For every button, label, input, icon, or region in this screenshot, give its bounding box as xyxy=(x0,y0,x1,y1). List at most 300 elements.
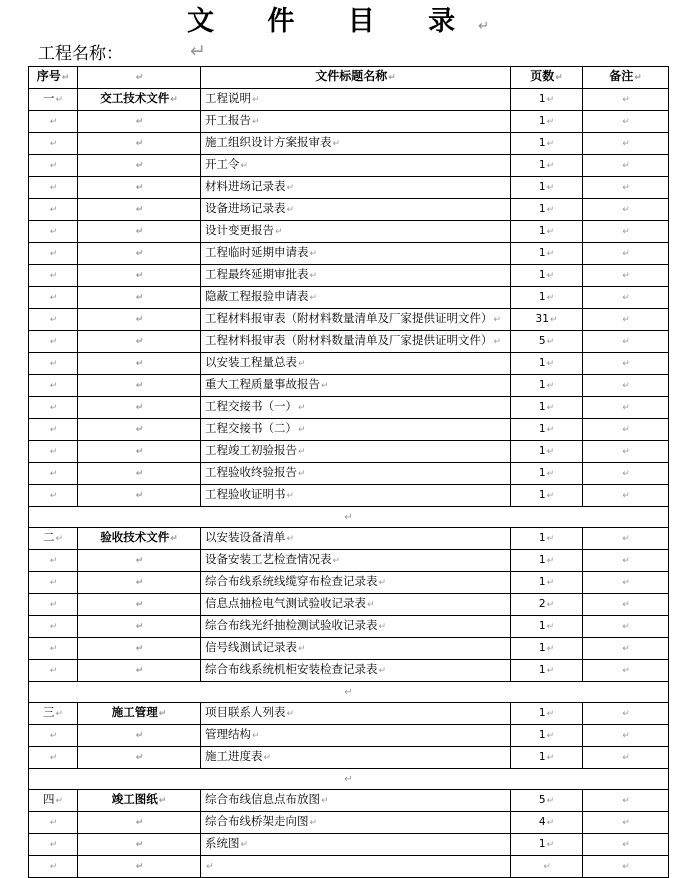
paragraph-mark-icon: ↵ xyxy=(240,161,249,171)
row-page-count xyxy=(511,485,583,507)
paragraph-mark-icon: ↵ xyxy=(135,271,144,281)
row-note xyxy=(583,660,669,682)
paragraph-mark-icon: ↵ xyxy=(546,292,555,303)
row-category xyxy=(78,287,201,309)
row-note xyxy=(583,133,669,155)
paragraph-mark-icon: ↵ xyxy=(135,315,144,325)
paragraph-mark-icon: ↵ xyxy=(332,139,341,149)
paragraph-mark-icon: ↵ xyxy=(378,578,387,588)
table-spacer-row xyxy=(29,507,669,528)
row-file-title xyxy=(201,397,511,419)
paragraph-mark-icon: ↵ xyxy=(622,753,630,763)
row-number xyxy=(29,265,78,287)
row-page-count-text: 1 xyxy=(538,136,546,149)
paragraph-mark-icon: ↵ xyxy=(252,95,260,105)
row-file-title xyxy=(201,133,511,155)
paragraph-mark-icon: ↵ xyxy=(286,491,295,501)
row-file-title xyxy=(201,155,511,177)
row-file-title xyxy=(201,572,511,594)
paragraph-mark-icon: ↵ xyxy=(622,600,630,610)
table-row xyxy=(29,747,669,769)
row-category xyxy=(78,441,201,463)
row-note xyxy=(583,747,669,769)
row-number-text: 一 xyxy=(42,91,55,105)
row-page-count xyxy=(511,419,583,441)
row-number xyxy=(29,703,78,725)
row-file-title xyxy=(201,375,511,397)
paragraph-mark-icon: ↵ xyxy=(49,161,58,171)
row-number xyxy=(29,463,78,485)
row-category xyxy=(78,725,201,747)
row-file-title-text: 综合布线系统线缆穿布检查记录表 xyxy=(205,574,378,588)
paragraph-mark-icon: ↵ xyxy=(135,403,144,413)
row-note xyxy=(583,243,669,265)
row-note xyxy=(583,265,669,287)
paragraph-mark-icon: ↵ xyxy=(546,446,555,457)
row-category xyxy=(78,856,201,878)
row-page-count xyxy=(511,856,583,878)
paragraph-mark-icon: ↵ xyxy=(478,19,490,34)
row-page-count-text: 1 xyxy=(538,268,546,281)
table-row xyxy=(29,287,669,309)
paragraph-mark-icon: ↵ xyxy=(622,425,630,435)
row-file-title-text: 系统图 xyxy=(205,836,240,850)
row-page-count-text: 1 xyxy=(538,400,546,413)
row-note xyxy=(583,111,669,133)
paragraph-mark-icon: ↵ xyxy=(622,644,630,654)
row-file-title xyxy=(201,660,511,682)
row-file-title-text: 工程验收证明书 xyxy=(205,487,286,501)
paragraph-mark-icon: ↵ xyxy=(135,381,144,391)
paragraph-mark-icon: ↵ xyxy=(135,840,144,850)
table-row xyxy=(29,243,669,265)
row-file-title-text: 工程交接书（一） xyxy=(205,399,297,413)
paragraph-mark-icon: ↵ xyxy=(49,556,58,566)
header-no: 序号↵ xyxy=(29,67,78,89)
row-file-title xyxy=(201,790,511,812)
row-category xyxy=(78,747,201,769)
paragraph-mark-icon: ↵ xyxy=(298,447,306,457)
row-page-count-text: 1 xyxy=(538,114,546,127)
row-page-count xyxy=(511,353,583,375)
paragraph-mark-icon: ↵ xyxy=(622,796,630,806)
page-title xyxy=(0,4,676,45)
table-row xyxy=(29,485,669,507)
table-row xyxy=(29,572,669,594)
row-number xyxy=(29,111,78,133)
paragraph-mark-icon: ↵ xyxy=(49,666,58,676)
row-file-title-text: 综合布线桥架走向图 xyxy=(205,814,309,828)
row-file-title xyxy=(201,616,511,638)
row-page-count xyxy=(511,133,583,155)
file-index-table xyxy=(28,66,669,878)
paragraph-mark-icon: ↵ xyxy=(135,622,144,632)
row-note xyxy=(583,331,669,353)
row-number xyxy=(29,856,78,878)
header-title: 文件标题名称↵ xyxy=(201,67,511,89)
row-page-count xyxy=(511,199,583,221)
paragraph-mark-icon: ↵ xyxy=(135,600,144,610)
row-note xyxy=(583,638,669,660)
paragraph-mark-icon: ↵ xyxy=(546,839,555,850)
paragraph-mark-icon: ↵ xyxy=(275,227,283,237)
paragraph-mark-icon: ↵ xyxy=(49,337,58,347)
row-page-count xyxy=(511,89,583,111)
row-page-count-text: 2 xyxy=(538,597,546,610)
row-file-title-text: 综合布线系统机柜安装检查记录表 xyxy=(205,662,378,676)
row-note xyxy=(583,419,669,441)
paragraph-mark-icon: ↵ xyxy=(321,796,329,806)
row-number xyxy=(29,243,78,265)
row-file-title xyxy=(201,594,511,616)
paragraph-mark-icon: ↵ xyxy=(135,117,144,127)
table-row xyxy=(29,463,669,485)
row-page-count-text: 1 xyxy=(538,422,546,435)
table-row xyxy=(29,616,669,638)
paragraph-mark-icon: ↵ xyxy=(135,161,144,171)
paragraph-mark-icon: ↵ xyxy=(49,644,58,654)
row-category xyxy=(78,812,201,834)
paragraph-mark-icon: ↵ xyxy=(135,862,144,872)
row-note xyxy=(583,441,669,463)
row-category xyxy=(78,594,201,616)
paragraph-mark-icon: ↵ xyxy=(546,270,555,281)
row-page-count xyxy=(511,616,583,638)
paragraph-mark-icon: ↵ xyxy=(286,709,295,719)
row-note xyxy=(583,550,669,572)
paragraph-mark-icon: ↵ xyxy=(549,314,558,325)
row-file-title xyxy=(201,331,511,353)
row-category xyxy=(78,353,201,375)
paragraph-mark-icon: ↵ xyxy=(546,380,555,391)
table-spacer-row xyxy=(29,682,669,703)
row-category-text: 竣工图纸 xyxy=(111,792,158,806)
row-file-title-text: 工程临时延期申请表 xyxy=(205,245,309,259)
row-category xyxy=(78,331,201,353)
row-file-title xyxy=(201,463,511,485)
row-category xyxy=(78,616,201,638)
row-page-count xyxy=(511,528,583,550)
paragraph-mark-icon: ↵ xyxy=(546,116,555,127)
row-file-title xyxy=(201,419,511,441)
paragraph-mark-icon: ↵ xyxy=(135,818,144,828)
row-file-title xyxy=(201,441,511,463)
paragraph-mark-icon: ↵ xyxy=(378,666,387,676)
row-file-title-text: 开工令 xyxy=(205,157,240,171)
table-row xyxy=(29,265,669,287)
table-body xyxy=(29,89,669,878)
paragraph-mark-icon: ↵ xyxy=(378,622,387,632)
paragraph-mark-icon: ↵ xyxy=(49,227,58,237)
paragraph-mark-icon: ↵ xyxy=(252,117,260,127)
paragraph-mark-icon: ↵ xyxy=(546,795,555,806)
paragraph-mark-icon: ↵ xyxy=(546,708,555,719)
paragraph-mark-icon: ↵ xyxy=(622,491,630,501)
row-note xyxy=(583,463,669,485)
row-number xyxy=(29,725,78,747)
paragraph-mark-icon: ↵ xyxy=(332,556,341,566)
row-note xyxy=(583,353,669,375)
paragraph-mark-icon: ↵ xyxy=(135,556,144,566)
row-file-title xyxy=(201,177,511,199)
return-mark-icon: ↵ xyxy=(190,40,206,62)
row-file-title xyxy=(201,747,511,769)
paragraph-mark-icon: ↵ xyxy=(546,599,555,610)
row-page-count-text: 1 xyxy=(538,158,546,171)
row-file-title-text: 材料进场记录表 xyxy=(205,179,286,193)
row-number xyxy=(29,353,78,375)
row-page-count xyxy=(511,309,583,331)
paragraph-mark-icon: ↵ xyxy=(263,753,272,763)
row-page-count xyxy=(511,441,583,463)
paragraph-mark-icon: ↵ xyxy=(49,293,58,303)
row-category xyxy=(78,834,201,856)
paragraph-mark-icon: ↵ xyxy=(158,709,167,719)
row-file-title-text: 综合布线光纤抽检测试验收记录表 xyxy=(205,618,378,632)
row-category xyxy=(78,177,201,199)
row-category xyxy=(78,638,201,660)
paragraph-mark-icon: ↵ xyxy=(170,95,178,105)
spacer-cell: ↵ xyxy=(29,682,669,703)
row-page-count-text: 1 xyxy=(538,92,546,105)
paragraph-mark-icon: ↵ xyxy=(49,469,58,479)
table-row xyxy=(29,790,669,812)
paragraph-mark-icon: ↵ xyxy=(546,468,555,479)
paragraph-mark-icon: ↵ xyxy=(622,840,630,850)
row-note xyxy=(583,528,669,550)
row-file-title-text: 开工报告 xyxy=(205,113,251,127)
paragraph-mark-icon: ↵ xyxy=(49,731,58,741)
table-row xyxy=(29,177,669,199)
paragraph-mark-icon: ↵ xyxy=(49,818,58,828)
row-page-count xyxy=(511,725,583,747)
table-row xyxy=(29,353,669,375)
row-file-title xyxy=(201,111,511,133)
row-number xyxy=(29,747,78,769)
row-number xyxy=(29,616,78,638)
paragraph-mark-icon: ↵ xyxy=(286,205,295,215)
table-row xyxy=(29,441,669,463)
paragraph-mark-icon: ↵ xyxy=(546,336,555,347)
row-page-count xyxy=(511,594,583,616)
row-page-count xyxy=(511,790,583,812)
paragraph-mark-icon: ↵ xyxy=(286,534,295,544)
row-note xyxy=(583,594,669,616)
paragraph-mark-icon: ↵ xyxy=(55,95,64,105)
paragraph-mark-icon: ↵ xyxy=(135,731,144,741)
paragraph-mark-icon: ↵ xyxy=(546,94,555,105)
row-category xyxy=(78,528,201,550)
row-page-count xyxy=(511,463,583,485)
row-note xyxy=(583,221,669,243)
paragraph-mark-icon: ↵ xyxy=(49,600,58,610)
row-number xyxy=(29,133,78,155)
paragraph-mark-icon: ↵ xyxy=(49,249,58,259)
paragraph-mark-icon: ↵ xyxy=(135,666,144,676)
row-number xyxy=(29,812,78,834)
paragraph-mark-icon: ↵ xyxy=(622,337,630,347)
table-row xyxy=(29,133,669,155)
row-note xyxy=(583,834,669,856)
row-file-title xyxy=(201,856,511,878)
paragraph-mark-icon: ↵ xyxy=(309,271,318,281)
paragraph-mark-icon: ↵ xyxy=(298,425,306,435)
row-page-count xyxy=(511,747,583,769)
row-note xyxy=(583,572,669,594)
row-category xyxy=(78,572,201,594)
row-note xyxy=(583,703,669,725)
paragraph-mark-icon: ↵ xyxy=(493,315,502,325)
row-number xyxy=(29,660,78,682)
paragraph-mark-icon: ↵ xyxy=(49,862,58,872)
row-category xyxy=(78,89,201,111)
paragraph-mark-icon: ↵ xyxy=(622,666,630,676)
row-number xyxy=(29,397,78,419)
row-file-title xyxy=(201,221,511,243)
row-file-title-text: 以安装工程量总表 xyxy=(205,355,297,369)
paragraph-mark-icon: ↵ xyxy=(49,753,58,763)
paragraph-mark-icon: ↵ xyxy=(622,117,630,127)
paragraph-mark-icon: ↵ xyxy=(546,204,555,215)
paragraph-mark-icon: ↵ xyxy=(622,578,630,588)
table-row xyxy=(29,397,669,419)
row-page-count xyxy=(511,834,583,856)
paragraph-mark-icon: ↵ xyxy=(546,555,555,566)
paragraph-mark-icon: ↵ xyxy=(546,402,555,413)
row-page-count xyxy=(511,287,583,309)
row-page-count xyxy=(511,265,583,287)
paragraph-mark-icon: ↵ xyxy=(286,183,295,193)
paragraph-mark-icon: ↵ xyxy=(135,447,144,457)
row-page-count xyxy=(511,111,583,133)
paragraph-mark-icon: ↵ xyxy=(622,227,630,237)
row-note xyxy=(583,177,669,199)
paragraph-mark-icon: ↵ xyxy=(170,534,178,544)
row-number xyxy=(29,309,78,331)
row-category xyxy=(78,375,201,397)
paragraph-mark-icon: ↵ xyxy=(49,425,58,435)
row-number xyxy=(29,177,78,199)
row-page-count xyxy=(511,397,583,419)
row-file-title xyxy=(201,89,511,111)
row-category-text: 交工技术文件 xyxy=(100,91,170,105)
paragraph-mark-icon: ↵ xyxy=(622,447,630,457)
paragraph-mark-icon: ↵ xyxy=(622,622,630,632)
row-page-count xyxy=(511,703,583,725)
row-page-count xyxy=(511,550,583,572)
paragraph-mark-icon: ↵ xyxy=(135,227,144,237)
row-number xyxy=(29,155,78,177)
row-number xyxy=(29,199,78,221)
row-page-count-text: 1 xyxy=(538,378,546,391)
row-page-count-text: 1 xyxy=(538,531,546,544)
paragraph-mark-icon: ↵ xyxy=(49,403,58,413)
paragraph-mark-icon: ↵ xyxy=(240,840,249,850)
row-number xyxy=(29,485,78,507)
paragraph-mark-icon: ↵ xyxy=(546,643,555,654)
row-page-count xyxy=(511,155,583,177)
row-note xyxy=(583,199,669,221)
table-row xyxy=(29,331,669,353)
paragraph-mark-icon: ↵ xyxy=(546,533,555,544)
row-page-count-text: 4 xyxy=(538,815,546,828)
row-file-title-text: 设计变更报告 xyxy=(205,223,274,237)
row-file-title xyxy=(201,309,511,331)
row-category xyxy=(78,133,201,155)
paragraph-mark-icon: ↵ xyxy=(622,95,630,105)
paragraph-mark-icon: ↵ xyxy=(55,534,64,544)
paragraph-mark-icon: ↵ xyxy=(49,183,58,193)
paragraph-mark-icon: ↵ xyxy=(55,796,64,806)
row-page-count-text: 1 xyxy=(538,290,546,303)
row-number xyxy=(29,331,78,353)
paragraph-mark-icon: ↵ xyxy=(252,731,260,741)
row-number xyxy=(29,834,78,856)
row-file-title-text: 设备进场记录表 xyxy=(205,201,286,215)
row-page-count-text: 31 xyxy=(535,312,549,325)
paragraph-mark-icon: ↵ xyxy=(49,359,58,369)
paragraph-mark-icon: ↵ xyxy=(622,731,630,741)
paragraph-mark-icon: ↵ xyxy=(622,818,630,828)
row-number xyxy=(29,550,78,572)
paragraph-mark-icon: ↵ xyxy=(298,403,306,413)
row-note xyxy=(583,790,669,812)
row-number-text: 二 xyxy=(42,530,55,544)
row-number xyxy=(29,441,78,463)
row-note xyxy=(583,812,669,834)
row-file-title-text: 信号线测试记录表 xyxy=(205,640,297,654)
row-page-count-text: 5 xyxy=(538,334,546,347)
row-page-count xyxy=(511,177,583,199)
table-row xyxy=(29,528,669,550)
row-category xyxy=(78,243,201,265)
spacer-cell: ↵ xyxy=(29,507,669,528)
row-number xyxy=(29,89,78,111)
header-category: ↵ xyxy=(78,67,201,89)
row-file-title xyxy=(201,812,511,834)
paragraph-mark-icon: ↵ xyxy=(135,293,144,303)
row-note xyxy=(583,397,669,419)
row-number-text: 三 xyxy=(42,705,55,719)
row-file-title-text: 信息点抽检电气测试验收记录表 xyxy=(205,596,366,610)
row-number xyxy=(29,638,78,660)
row-page-count xyxy=(511,572,583,594)
paragraph-mark-icon: ↵ xyxy=(49,622,58,632)
row-page-count-text: 1 xyxy=(538,224,546,237)
row-file-title-text: 工程最终延期审批表 xyxy=(205,267,309,281)
row-number-text: 四 xyxy=(42,792,55,806)
header-pages: 页数↵ xyxy=(511,67,583,89)
table-row xyxy=(29,703,669,725)
table-row xyxy=(29,594,669,616)
paragraph-mark-icon: ↵ xyxy=(49,381,58,391)
row-file-title xyxy=(201,199,511,221)
row-page-count-text: 1 xyxy=(538,575,546,588)
row-file-title-text: 管理结构 xyxy=(205,727,251,741)
paragraph-mark-icon: ↵ xyxy=(546,226,555,237)
paragraph-mark-icon: ↵ xyxy=(158,796,167,806)
row-page-count-text: 1 xyxy=(538,619,546,632)
row-file-title-text: 综合布线信息点布放图 xyxy=(205,792,320,806)
row-category xyxy=(78,419,201,441)
paragraph-mark-icon: ↵ xyxy=(298,359,306,369)
row-file-title-text: 设备安装工艺检查情况表 xyxy=(205,552,332,566)
paragraph-mark-icon: ↵ xyxy=(622,315,630,325)
paragraph-mark-icon: ↵ xyxy=(135,578,144,588)
paragraph-mark-icon: ↵ xyxy=(135,249,144,259)
row-file-title-text: 施工进度表 xyxy=(205,749,263,763)
row-category xyxy=(78,485,201,507)
